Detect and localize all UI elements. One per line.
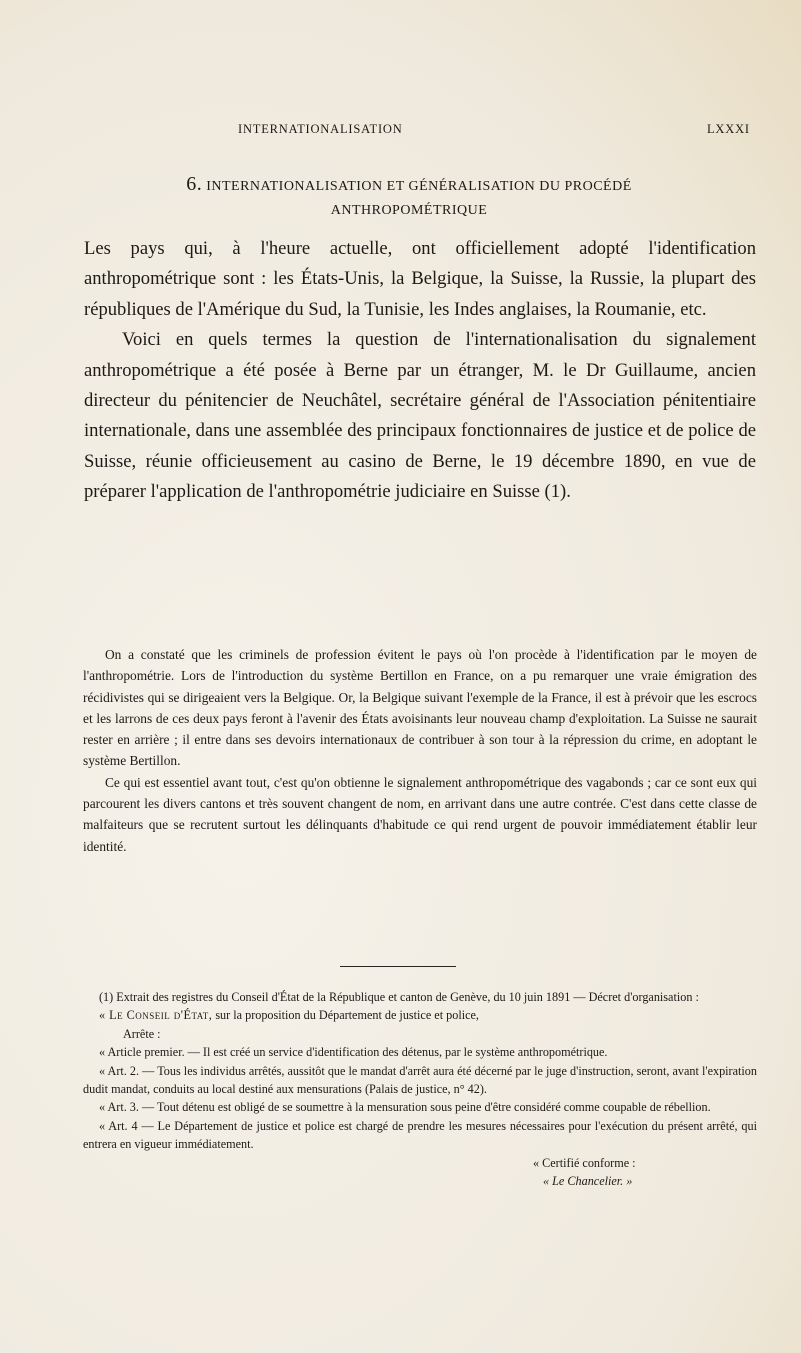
footnote-intro: (1) Extrait des registres du Conseil d'État de la République et canton de Genève, du 10 juin 1891 — Décret d'organisation :	[99, 990, 699, 1004]
footnote-article-1: « Article premier. — Il est créé un service d'identification des détenus, par le système anthropométrique.	[99, 1045, 608, 1060]
running-head-title: INTERNATIONALISATION	[238, 122, 403, 136]
quote-paragraph-1: On a constaté que les criminels de profession évitent le pays où l'on procède à l'identification par le moyen de l'anthropométrie. Lors de l'introduction du système Bertillon en France, on a pu remarquer une vraie émigration des récidivistes qui se dirigeaient vers la Belgique. Or, la Belgique suivant l'exemple de la France, il est à prévoir que les escrocs et les larrons de ces deux pays feront à l'avenir des États avoisinants leur nouveau champ d'exploitation. La Suisse ne saurait rester en arrière ; il entre dans ses devoirs internationaux de contribuer à son tour à la répression du crime, en adoptant le système Bertillon.	[83, 647, 757, 769]
footnote-signature: « Le Chancelier. »	[543, 1174, 633, 1189]
section-title: INTERNATIONALISATION ET GÉNÉRALISATION DU PROCÉDÉ	[206, 179, 632, 194]
council-rest: sur la proposition du Département de justice et police,	[212, 1008, 479, 1023]
council-caps: « Le Conseil d'État,	[99, 1008, 213, 1023]
page-number: LXXXI	[707, 122, 750, 136]
section-heading-line2: ANTHROPOMÉTRIQUE	[330, 203, 488, 218]
footnote-arrete: Arrête :	[123, 1026, 161, 1041]
footnote-article-4: « Art. 4 — Le Département de justice et police est chargé de prendre les mesures nécessaires pour l'exécution du présent arrêté, qui entrera en vigueur immédiatement.	[83, 1118, 757, 1152]
main-text	[84, 234, 756, 508]
footnote-divider	[340, 966, 456, 967]
footnote-certified: « Certifié conforme :	[533, 1155, 636, 1170]
body-paragraph-1: Les pays qui, à l'heure actuelle, ont officiellement adopté l'identification anthropométrique sont : les États-Unis, la Belgique, la Suisse, la Russie, la plupart des républiques de l'Amérique du Sud, la Tunisie, les Indes anglaises, la Roumanie, etc.	[84, 238, 756, 320]
section-heading	[64, 172, 754, 223]
quoted-text	[83, 644, 757, 857]
section-heading-line1	[64, 172, 754, 199]
body-paragraph-2: Voici en quels termes la question de l'internationalisation du signalement anthropométrique a été posée à Berne par un étranger, M. le Dr Guillaume, ancien directeur du pénitencier de Neuchâtel, secrétaire général de l'Association pénitentiaire internationale, dans une assemblée des principaux fonctionnaires de justice et de police de Suisse, réunie officieusement au casino de Berne, le 19 décembre 1890, en vue de préparer l'application de l'anthropométrie judiciaire en Suisse (1).	[84, 329, 756, 503]
section-number: 6.	[186, 173, 203, 195]
footnote	[83, 988, 757, 1190]
footnote-council	[83, 1006, 757, 1024]
quote-paragraph-2: Ce qui est essentiel avant tout, c'est qu'on obtienne le signalement anthropométrique des vagabonds ; car ce sont eux qui parcourent les divers cantons et très souvent changent de nom, en arrivant dans une autre contrée. C'est dans cette classe de malfaiteurs que se recrutent surtout les délinquants d'habitude ce qui rend urgent de pouvoir immédiatement établir leur identité.	[83, 774, 757, 854]
footnote-article-3: « Art. 3. — Tout détenu est obligé de se soumettre à la mensuration sous peine d'être considéré comme coupable de rébellion.	[99, 1100, 711, 1115]
footnote-article-2: « Art. 2. — Tous les individus arrêtés, aussitôt que le mandat d'arrêt aura été décerné par le juge d'instruction, seront, avant l'expiration dudit mandat, conduits au local destiné aux mensurations (Palais de justice, n° 42).	[83, 1063, 757, 1097]
running-head	[0, 122, 801, 142]
